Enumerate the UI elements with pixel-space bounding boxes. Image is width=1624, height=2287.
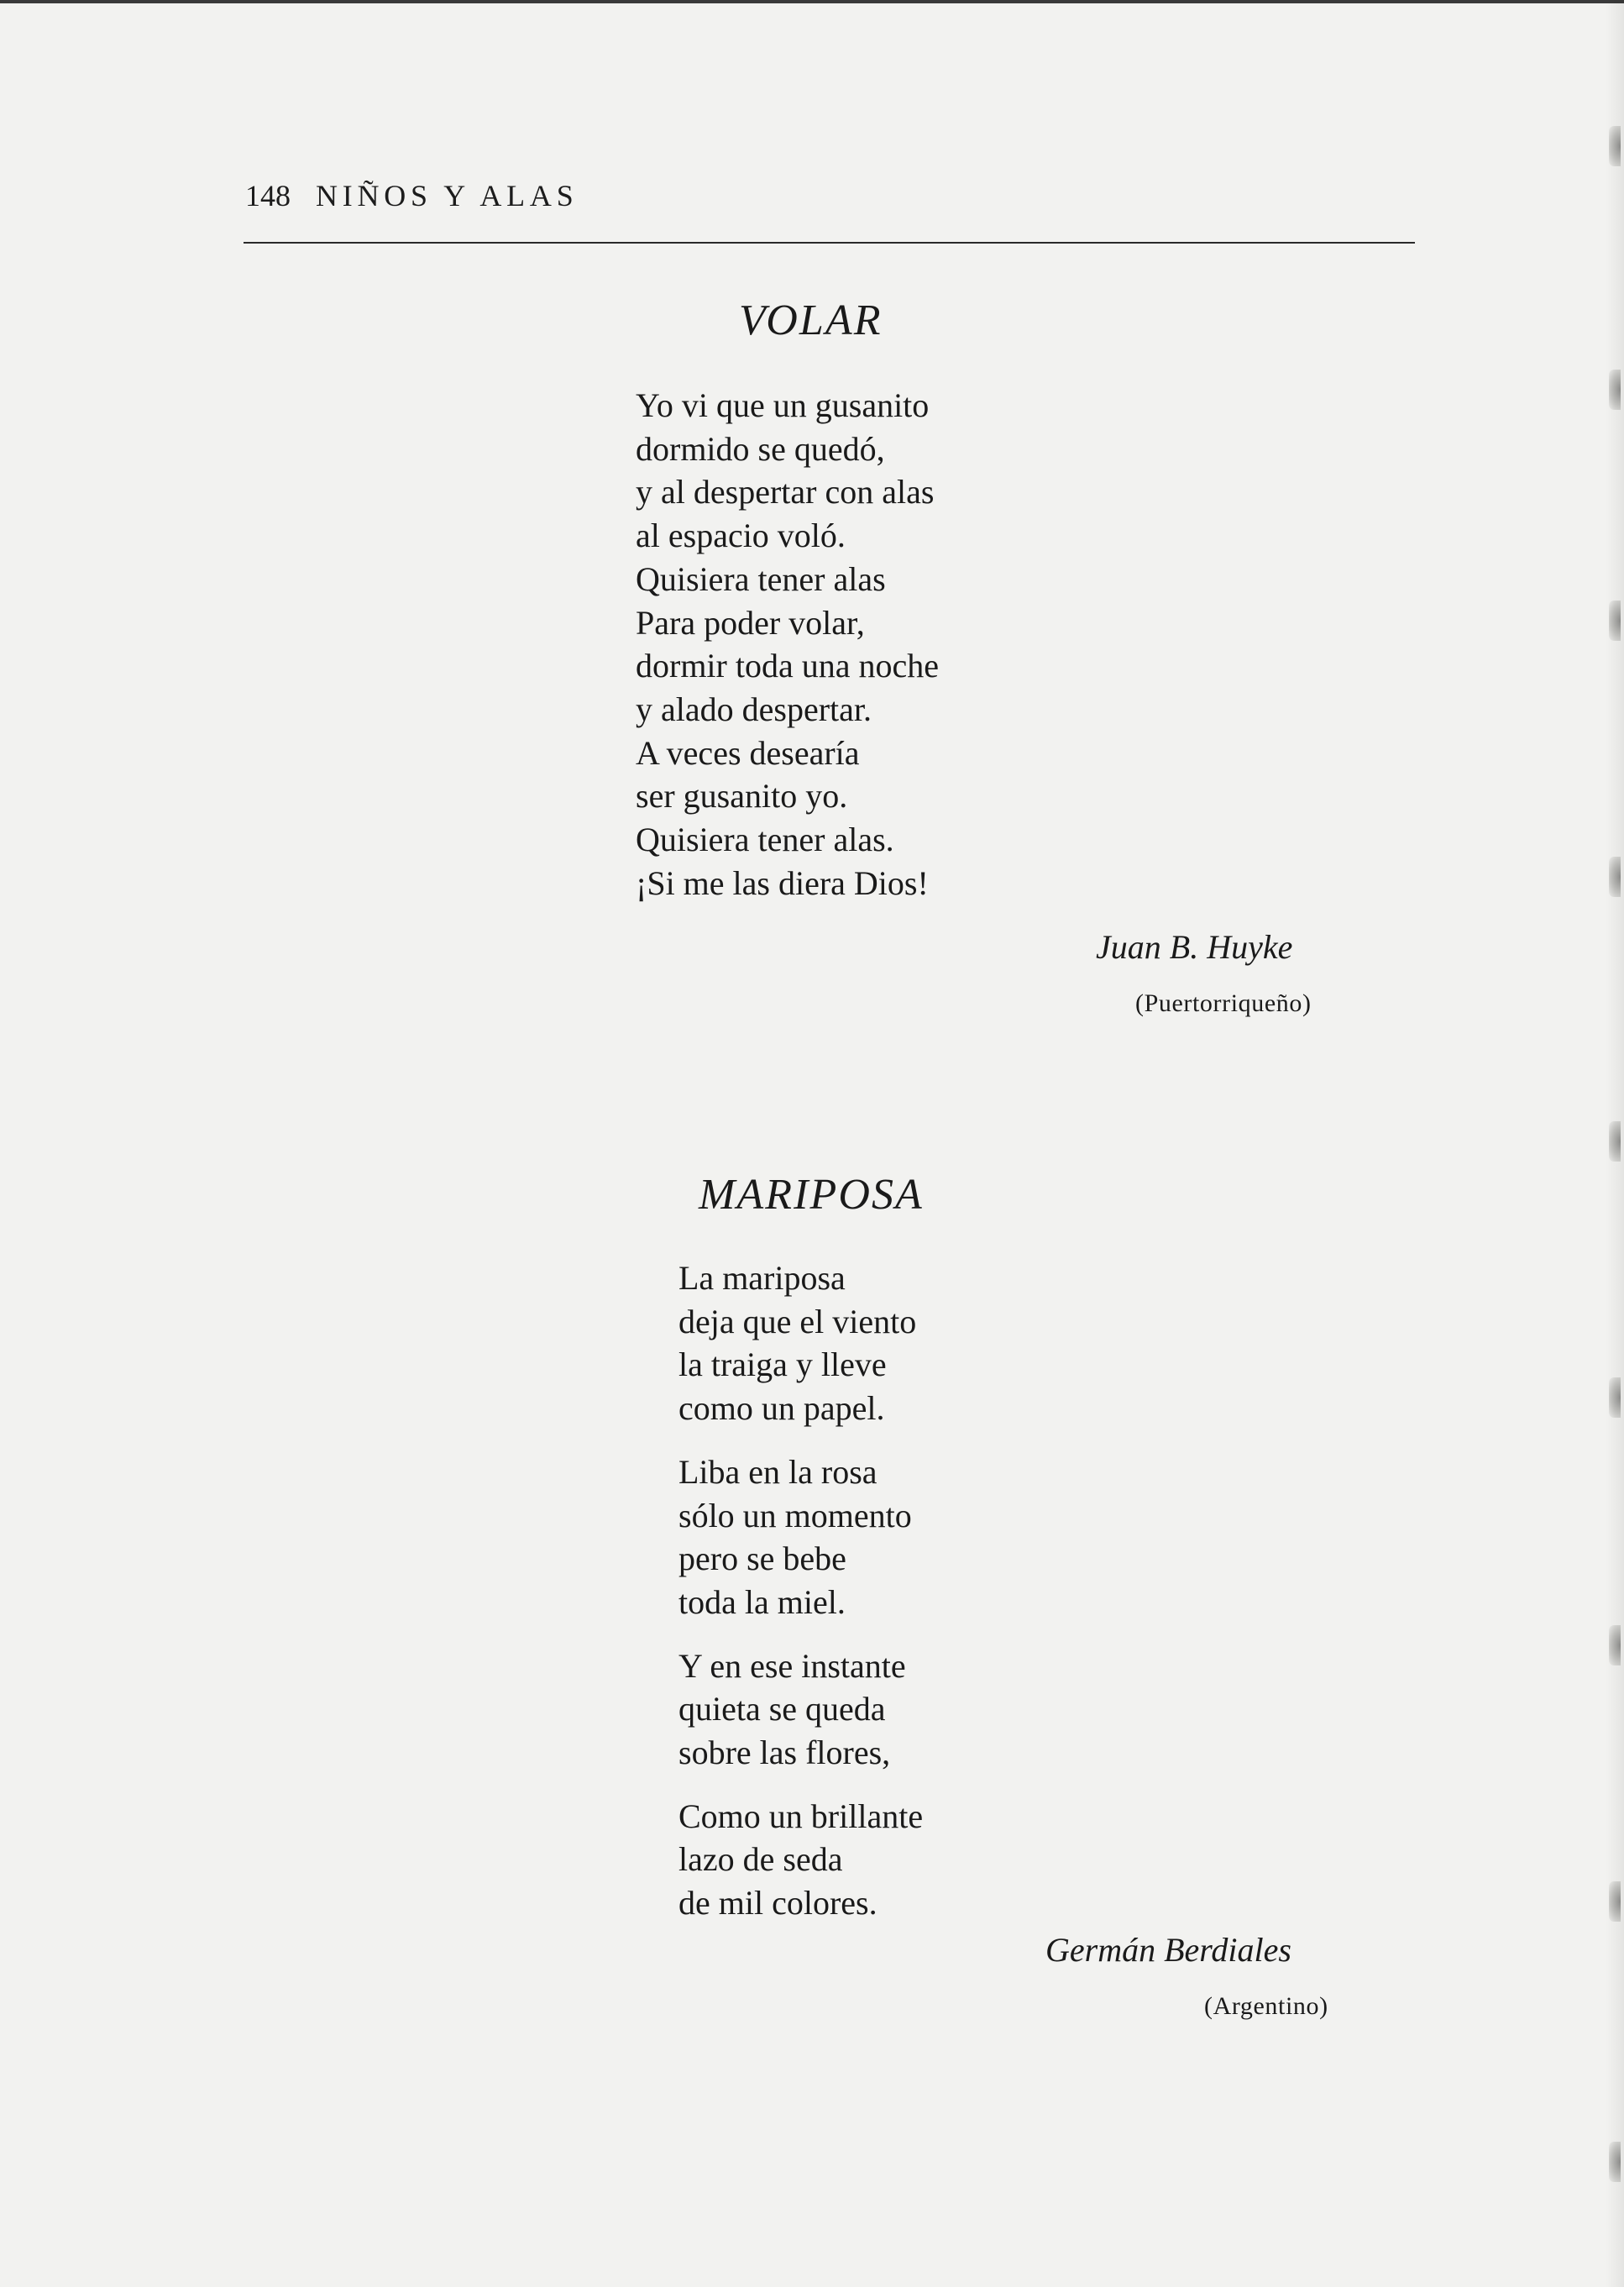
poem-line: Quisiera tener alas. — [636, 821, 894, 859]
binding-hole-icon — [1609, 1377, 1621, 1418]
stanza — [636, 384, 939, 905]
stanza — [678, 1450, 923, 1624]
poem-line: dormir toda una noche — [636, 647, 939, 685]
binding-hole-icon — [1609, 370, 1621, 410]
poem-line: pero se bebe — [678, 1540, 846, 1578]
poem-line: la traiga y lleve — [678, 1345, 887, 1384]
poem-line: sobre las flores, — [678, 1734, 891, 1772]
poem-line: lazo de seda — [678, 1840, 843, 1879]
poem-line: como un papel. — [678, 1389, 885, 1428]
poem-line: Como un brillante — [678, 1797, 924, 1835]
poem-line: quieta se queda — [678, 1690, 886, 1728]
poem-title: VOLAR — [739, 296, 883, 344]
poem-line: de mil colores. — [678, 1884, 877, 1922]
page-number: 148 — [245, 179, 291, 212]
binding-hole-icon — [1609, 857, 1621, 897]
poem-line: deja que el viento — [678, 1302, 917, 1340]
poem-line: toda la miel. — [678, 1582, 846, 1621]
header-rule — [244, 242, 1415, 244]
poem-line: dormido se quedó, — [636, 429, 885, 468]
poem-author: Germán Berdiales — [1045, 1931, 1291, 1969]
poem-author: Juan B. Huyke — [1096, 928, 1293, 966]
author-nationality: (Argentino) — [1204, 1992, 1328, 2020]
author-nationality: (Puertorriqueño) — [1135, 989, 1312, 1017]
stanza — [678, 1256, 923, 1430]
binding-hole-icon — [1609, 126, 1621, 166]
poem-line: Yo vi que un gusanito — [636, 386, 930, 424]
binding-hole-icon — [1609, 601, 1621, 641]
poem-line: y al despertar con alas — [636, 473, 935, 511]
binding-hole-icon — [1609, 2142, 1621, 2182]
poem-line: ¡Si me las diera Dios! — [636, 863, 929, 902]
poem-line: Quisiera tener alas — [636, 559, 886, 598]
poem-line: Para poder volar, — [636, 603, 865, 642]
poem-body — [636, 384, 939, 925]
poem-line: sólo un momento — [678, 1496, 912, 1534]
binding-hole-icon — [1609, 1121, 1621, 1162]
running-title: NIÑOS Y ALAS — [316, 179, 579, 212]
poem-line: Liba en la rosa — [678, 1452, 877, 1491]
poem-title: MARIPOSA — [699, 1171, 924, 1219]
binding-hole-icon — [1609, 1881, 1621, 1922]
poem-line: ser gusanito yo. — [636, 777, 848, 816]
stanza — [678, 1644, 923, 1775]
poem-body — [678, 1256, 923, 1945]
binding-hole-icon — [1609, 1625, 1621, 1665]
scan-top-edge — [0, 0, 1624, 3]
stanza — [678, 1795, 923, 1925]
poem-line: al espacio voló. — [636, 517, 846, 555]
poem-line: La mariposa — [678, 1259, 846, 1297]
poem-line: y alado despertar. — [636, 690, 872, 728]
poem-line: Y en ese instante — [678, 1646, 906, 1685]
poem-line: A veces desearía — [636, 733, 860, 772]
running-head — [245, 178, 578, 213]
